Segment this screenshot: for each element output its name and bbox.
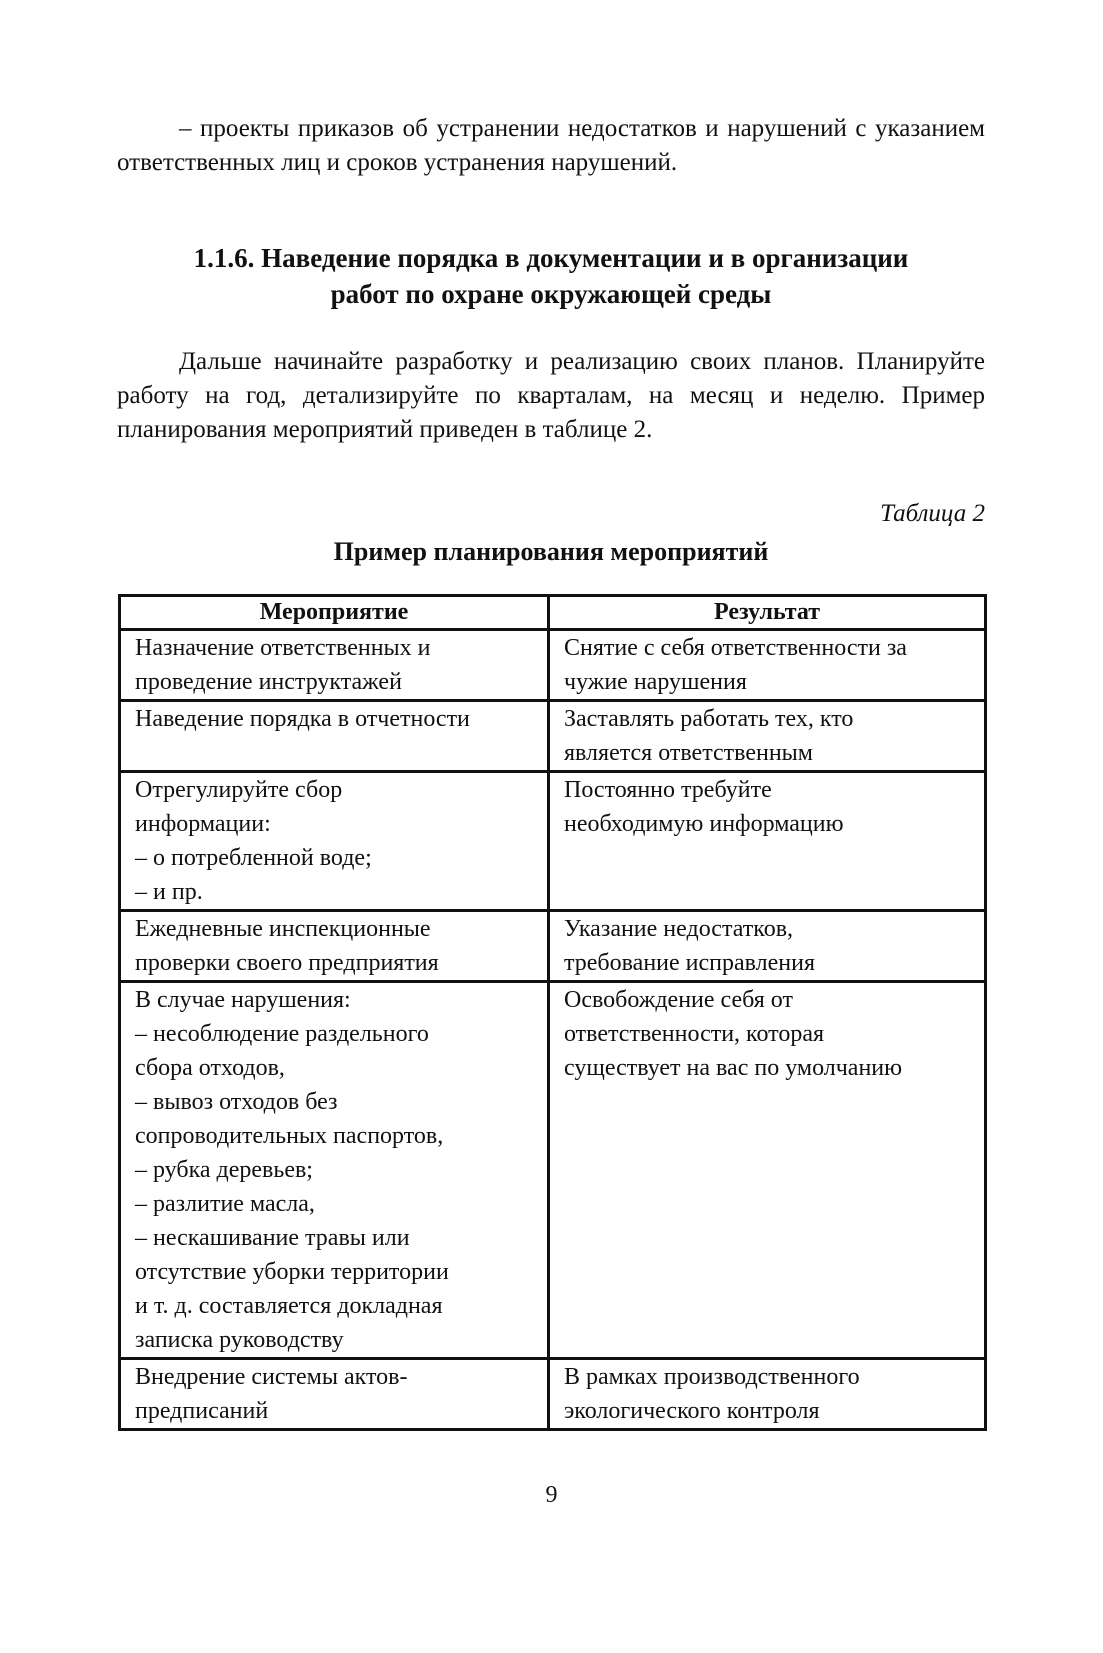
cell-text-line: сопроводительных паспортов, (135, 1123, 444, 1149)
table-cell-event (120, 911, 549, 982)
cell-text-line: чужие нарушения (564, 669, 747, 695)
table-cell-event (120, 630, 549, 701)
column-header-result: Результат (549, 596, 986, 630)
section-heading-line-1: 1.1.6. Наведение порядка в документации и в организации (193, 243, 909, 273)
cell-text-line: Внедрение системы актов- (135, 1364, 408, 1390)
cell-text-line: отсутствие уборки территории (135, 1259, 449, 1285)
table-cell-result (549, 630, 986, 701)
table-cell-result (549, 911, 986, 982)
cell-text-line: Постоянно требуйте (564, 777, 772, 803)
table-label: Таблица 2 (880, 500, 985, 527)
table-cell-result (549, 701, 986, 772)
table-cell-result (549, 772, 986, 911)
cell-text-line: и т. д. составляется докладная (135, 1293, 443, 1319)
cell-text-line: Освобождение себя от (564, 987, 793, 1013)
cell-text-line: является ответственным (564, 740, 813, 766)
table-cell-event (120, 701, 549, 772)
table-title: Пример планирования мероприятий (333, 537, 769, 566)
table-cell-event (120, 1359, 549, 1430)
table-row (120, 772, 986, 911)
cell-text-line: экологического контроля (564, 1398, 820, 1424)
table-header-row (120, 596, 986, 630)
table-row (120, 701, 986, 772)
intro-line-2: указанием ответственных лиц и сроков устранения нарушений. (117, 115, 985, 176)
cell-text-line: ответственности, которая (564, 1021, 825, 1047)
table-cell-event (120, 982, 549, 1359)
table-row (120, 982, 986, 1359)
intro-line-1: – проекты приказов об устранении недостатков и нарушений с (179, 115, 867, 142)
cell-text-line: – о потребленной воде; (135, 845, 372, 871)
table-cell-result (549, 1359, 986, 1430)
cell-text-line: существует на вас по умолчанию (564, 1055, 903, 1081)
table-cell-result (549, 982, 986, 1359)
section-heading (117, 240, 985, 312)
cell-text-line: – вывоз отходов без (135, 1089, 338, 1115)
cell-text-line: – несоблюдение раздельного (135, 1021, 429, 1047)
table-row (120, 1359, 986, 1430)
cell-text-line: проведение инструктажей (135, 669, 402, 695)
cell-text-line: Заставлять работать тех, кто (564, 706, 854, 732)
table-body (120, 630, 986, 1430)
column-header-event: Мероприятие (120, 596, 549, 630)
cell-text-line: Наведение порядка в отчетности (135, 706, 470, 732)
table-row (120, 911, 986, 982)
page-number: 9 (545, 1482, 558, 1508)
cell-text-line: – разлитие масла, (135, 1191, 315, 1217)
table-row (120, 630, 986, 701)
cell-text-line: В случае нарушения: (135, 987, 351, 1013)
table-cell-event (120, 772, 549, 911)
cell-text-line: Указание недостатков, (564, 916, 794, 942)
cell-text-line: проверки своего предприятия (135, 950, 439, 976)
cell-text-line: Назначение ответственных и (135, 635, 431, 661)
section-paragraph: Дальше начинайте разработку и реализацию своих планов. Планируйте работу на год, детализируйте по кварталам, на месяц и неделю. Пример планирования мероприятий приведен в таблице 2. (117, 348, 985, 443)
plan-table (118, 594, 987, 1431)
cell-text-line: необходимую информацию (564, 811, 844, 837)
cell-text-line: требование исправления (564, 950, 816, 976)
cell-text-line: – нескашивание травы или (135, 1225, 410, 1251)
cell-text-line: В рамках производственного (564, 1364, 860, 1390)
cell-text-line: информации: (135, 811, 271, 837)
cell-text-line: записка руководству (135, 1327, 344, 1353)
section-heading-line-2: работ по охране окружающей среды (330, 279, 772, 309)
cell-text-line: – и пр. (135, 879, 203, 905)
cell-text-line: сбора отходов, (135, 1055, 285, 1081)
cell-text-line: предписаний (135, 1398, 269, 1424)
cell-text-line: Отрегулируйте сбор (135, 777, 343, 803)
cell-text-line: – рубка деревьев; (135, 1157, 313, 1183)
cell-text-line: Снятие с себя ответственности за (564, 635, 907, 661)
intro-paragraph (117, 112, 985, 180)
cell-text-line: Ежедневные инспекционные (135, 916, 431, 942)
